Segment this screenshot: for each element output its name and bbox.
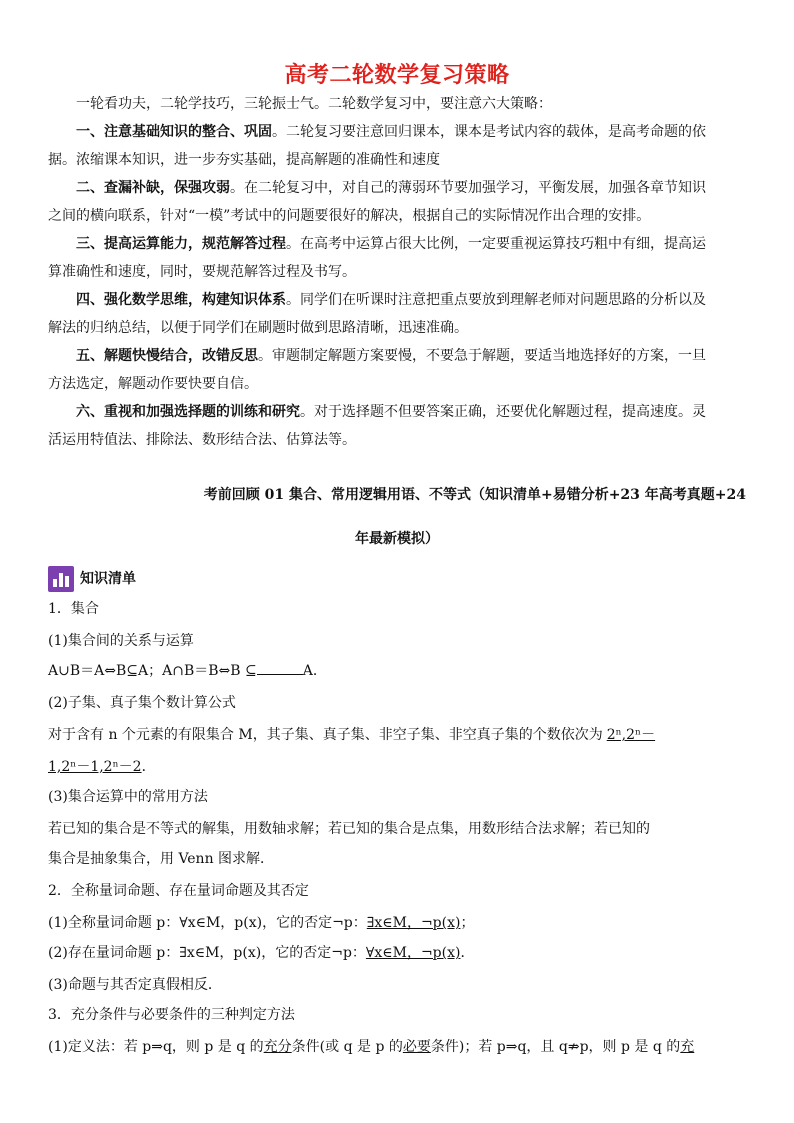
strategy-4-heading: 四、强化数学思维，构建知识体系 bbox=[76, 292, 286, 308]
section-3-title: 3．充分条件与必要条件的三种判定方法 bbox=[48, 1007, 295, 1023]
section-1-1-formula: A∪B＝A⇔B⊆A；A∩B＝B⇔B ⊆ A． bbox=[48, 663, 327, 679]
strategy-6: 六、重视和加强选择题的训练和研究。对于选择题不但要答案正确，还要优化解题过程，提高速度。灵 活运用特值法、排除法、数形结合法、估算法等。 bbox=[48, 404, 706, 448]
strategy-3: 三、提高运算能力，规范解答过程。在高考中运算占很大比例，一定要重视运算技巧粗中有细，提高运 算准确性和速度，同时，要规范解答过程及书写。 bbox=[48, 236, 706, 280]
strategy-5-heading: 五、解题快慢结合，改错反思 bbox=[76, 348, 258, 364]
answer-text: ∃x∈M，¬p(x) bbox=[366, 915, 461, 931]
strategy-2: 二、查漏补缺，保强攻弱。在二轮复习中，对自己的薄弱环节要加强学习，平衡发展，加强各章节知识 之间的横向联系，针对“一模”考试中的问题要很好的解决，根据自己的实际情况作出合理的安排。 bbox=[48, 180, 706, 224]
section-1-3-text-1: 若已知的集合是不等式的解集，用数轴求解；若已知的集合是点集，用数形结合法求解；若已知的 bbox=[48, 821, 650, 837]
section-2-1: (1)全称量词命题 p：∀x∈M，p(x)，它的否定¬p：∃x∈M，¬p(x)； bbox=[48, 915, 475, 931]
section-1-2-text: 对于含有 n 个元素的有限集合 M，其子集、真子集、非空子集、非空真子集的个数依次为 2ⁿ,2ⁿ－ bbox=[48, 727, 656, 743]
strategy-3-heading: 三、提高运算能力，规范解答过程 bbox=[76, 236, 286, 252]
answer-text: 充 bbox=[680, 1039, 695, 1055]
section-1-2-answer: 1,2ⁿ－1,2ⁿ－2． bbox=[48, 759, 156, 775]
chart-icon bbox=[48, 566, 74, 592]
answer-text: 充分 bbox=[263, 1039, 292, 1055]
section-1-1-title: (1)集合间的关系与运算 bbox=[48, 633, 194, 649]
section-2-3: (3)命题与其否定真假相反． bbox=[48, 977, 222, 993]
section-1-title: 1．集合 bbox=[48, 601, 99, 617]
answer-blank bbox=[257, 662, 303, 675]
intro-paragraph: 一轮看功夫，二轮学技巧，三轮振士气。二轮数学复习中，要注意六大策略： bbox=[76, 96, 552, 112]
section-1-3-text-2: 集合是抽象集合，用 Venn 图求解． bbox=[48, 851, 275, 867]
review-title: 考前回顾 01 集合、常用逻辑用语、不等式（知识清单+易错分析+23 年高考真题+24 bbox=[203, 487, 746, 503]
strategy-6-heading: 六、重视和加强选择题的训练和研究 bbox=[76, 404, 300, 420]
strategy-5: 五、解题快慢结合，改错反思。审题制定解题方案要慢，不要急于解题，要适当地选择好的方案，一旦 方法选定，解题动作要快要自信。 bbox=[48, 348, 706, 392]
section-1-2-title: (2)子集、真子集个数计算公式 bbox=[48, 695, 236, 711]
section-2-title: 2．全称量词命题、存在量词命题及其否定 bbox=[48, 883, 309, 899]
answer-text: 2ⁿ,2ⁿ－ bbox=[606, 727, 656, 743]
answer-text: ∀x∈M，¬p(x) bbox=[365, 945, 461, 961]
section-1-3-title: (3)集合运算中的常用方法 bbox=[48, 789, 208, 805]
strategy-2-heading: 二、查漏补缺，保强攻弱 bbox=[76, 180, 230, 196]
review-title-continued: 年最新模拟） bbox=[355, 531, 439, 547]
strategy-1-heading: 一、注意基础知识的整合、巩固 bbox=[76, 124, 272, 140]
section-2-2: (2)存在量词命题 p：∃x∈M，p(x)，它的否定¬p：∀x∈M，¬p(x)． bbox=[48, 945, 475, 961]
strategy-4: 四、强化数学思维，构建知识体系。同学们在听课时注意把重点要放到理解老师对问题思路的分析以及 解法的归纳总结，以便于同学们在刷题时做到思路清晰，迅速准确。 bbox=[48, 292, 706, 336]
strategy-1: 一、注意基础知识的整合、巩固。二轮复习要注意回归课本，课本是考试内容的载体，是高考命题的依 据。浓缩课本知识，进一步夯实基础，提高解题的准确性和速度 bbox=[48, 124, 706, 168]
answer-text: 必要 bbox=[402, 1039, 431, 1055]
section-3-1: (1)定义法：若 p⇒q，则 p 是 q 的充分条件(或 q 是 p 的必要条件)；若 p⇒q，且 q⇏p，则 p 是 q 的充 bbox=[48, 1039, 695, 1055]
page-title: 高考二轮数学复习策略 bbox=[284, 63, 510, 88]
knowledge-list-heading: 知识清单 bbox=[80, 571, 136, 587]
